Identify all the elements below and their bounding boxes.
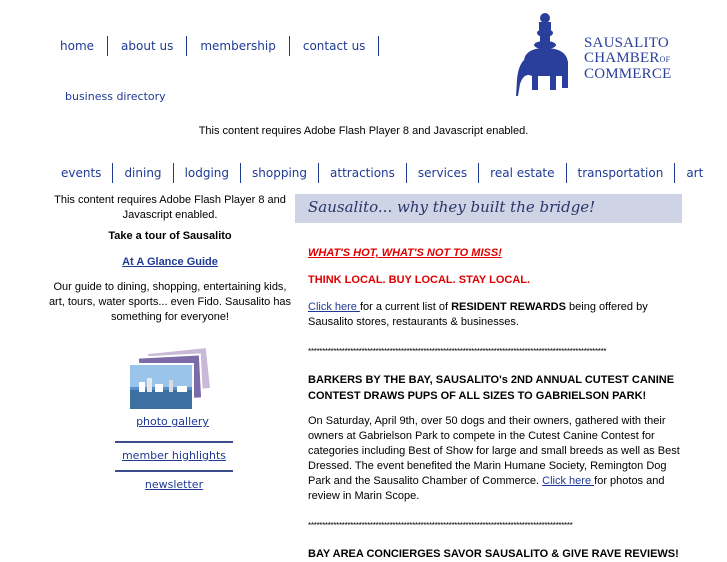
flash-notice-top: This content requires Adobe Flash Player 8 and Javascript enabled. — [198, 125, 529, 137]
cat-services[interactable]: services — [407, 163, 479, 183]
think-local-heading: THINK LOCAL. BUY LOCAL. STAY LOCAL. — [308, 274, 531, 286]
nav-home[interactable]: home — [50, 36, 108, 56]
cat-dining[interactable]: dining — [113, 163, 173, 183]
divider-stars: ********************************************************************************************************** — [308, 347, 607, 356]
resident-rewards-paragraph — [308, 300, 683, 330]
nav-about-us[interactable]: about us — [108, 36, 187, 56]
cat-real-estate[interactable]: real estate — [479, 163, 566, 183]
cat-lodging[interactable]: lodging — [174, 163, 241, 183]
concierges-heading: BAY AREA CONCIERGES SAVOR SAUSALITO & GIVE RAVE REVIEWS! — [308, 548, 679, 560]
cat-transportation[interactable]: transportation — [567, 163, 676, 183]
logo-line3: COMMERCE — [584, 66, 672, 82]
photo-gallery-image[interactable] — [125, 346, 217, 414]
logo-line2-wrap — [584, 51, 671, 67]
cat-shopping[interactable]: shopping — [241, 163, 319, 183]
p2-text: On Saturday, April 9th, over 50 dogs and their owners, gathered with their owners at Gabrielson Park to compete in the Cutest Canine Contest for categories including Best of Show for large and small breeds as well as Best Dressed. The event benefited the Marin Humane Society, Remington Dog Park and the Sausalito Chamber of Commerce. — [308, 415, 680, 487]
logo-line1: SAUSALITO — [584, 35, 669, 51]
elephant-icon — [516, 13, 568, 96]
divider — [115, 470, 233, 472]
barkers-paragraph — [308, 414, 683, 504]
click-here-photos-link[interactable]: Click here — [542, 475, 595, 487]
member-highlights-link[interactable]: member highlights — [121, 449, 227, 462]
cat-attractions[interactable]: attractions — [319, 163, 407, 183]
tagline-text: Sausalito... why they built the bridge! — [308, 198, 596, 216]
nav-membership[interactable]: membership — [187, 36, 290, 56]
p1-text-tail: being offered by Sausalito stores, restaurants & businesses. — [308, 301, 648, 328]
click-here-link[interactable]: Click here — [308, 301, 360, 313]
tagline-banner — [295, 194, 682, 223]
glance-guide-link[interactable]: At A Glance Guide — [122, 256, 218, 268]
guide-text: Our guide to dining, shopping, entertaining kids, art, tours, water sports... even Fido. Sausalito has something for everyone! — [48, 281, 292, 323]
tour-heading: Take a tour of Sausalito — [108, 230, 232, 242]
p1-text: for a current list of — [359, 301, 452, 313]
logo-of: OF — [659, 55, 671, 64]
newsletter-link[interactable]: newsletter — [144, 478, 204, 491]
photo-gallery-link[interactable]: photo gallery — [136, 415, 209, 428]
top-nav — [50, 36, 379, 56]
divider-stars: ********************************************************************************************** — [308, 521, 573, 530]
nav-business-directory[interactable]: business directory — [65, 90, 166, 103]
cat-events[interactable]: events — [50, 163, 113, 183]
whats-hot-link[interactable]: WHAT'S HOT, WHAT'S NOT TO MISS! — [308, 247, 502, 259]
nav-contact-us[interactable]: contact us — [290, 36, 380, 56]
resident-rewards-text: RESIDENT REWARDS — [451, 301, 566, 313]
logo-line2: CHAMBER — [584, 50, 660, 66]
divider — [115, 441, 233, 443]
left-column — [45, 193, 295, 325]
flash-notice-left: This content requires Adobe Flash Player 8 and Javascript enabled. — [54, 194, 286, 221]
main-content — [308, 246, 683, 562]
cat-art[interactable]: art — [686, 166, 704, 180]
p2-text-tail: for photos and review in Marin Scope. — [308, 475, 665, 502]
logo-wordmark — [584, 36, 671, 82]
barkers-heading: BARKERS BY THE BAY, SAUSALITO's 2ND ANNUAL CUTEST CANINE CONTEST DRAWS PUPS OF ALL SIZES TO GABRIELSON PARK! — [308, 374, 675, 402]
category-nav — [50, 163, 704, 183]
